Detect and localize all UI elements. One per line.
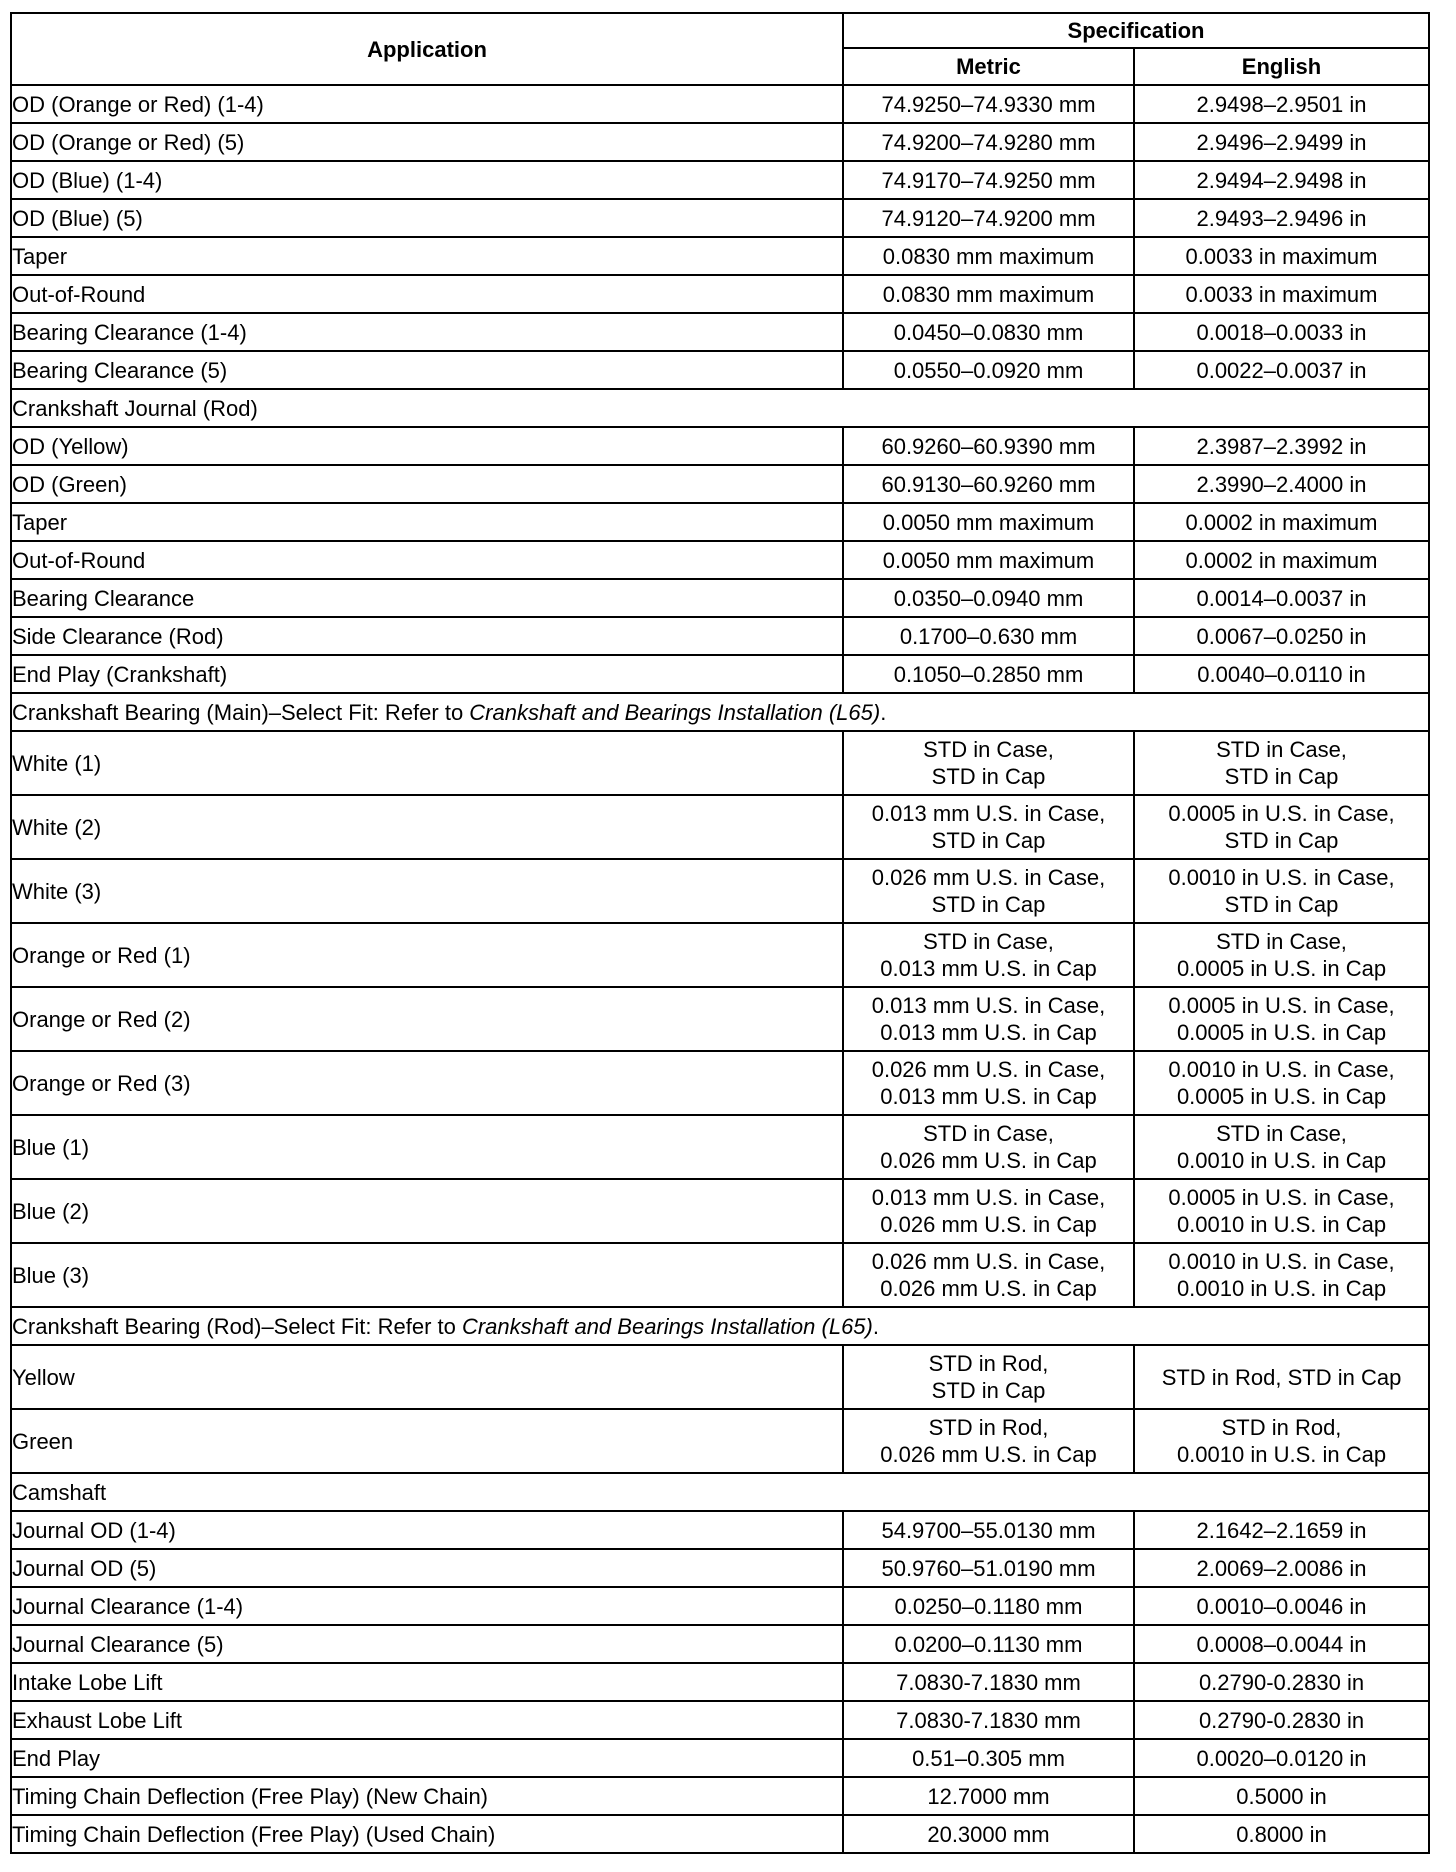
table-row: [11, 655, 1429, 693]
application-cell: White (2): [11, 795, 843, 859]
application-cell: Orange or Red (3): [11, 1051, 843, 1115]
section-title-text: Crankshaft Journal (Rod): [12, 395, 258, 421]
metric-value: [843, 503, 1134, 541]
metric-value: [843, 1815, 1134, 1853]
english-value: [1134, 859, 1429, 923]
header-specification: Specification: [843, 13, 1429, 48]
metric-value-line: 74.9250–74.9330 mm: [881, 91, 1096, 117]
metric-value: [843, 579, 1134, 617]
english-value: [1134, 1345, 1429, 1409]
metric-value-line: 20.3000 mm: [927, 1821, 1050, 1847]
english-value: [1134, 795, 1429, 859]
metric-value: [843, 465, 1134, 503]
english-value: [1134, 351, 1429, 389]
english-value-line: 0.0033 in maximum: [1185, 281, 1378, 307]
header-application: Application: [11, 13, 843, 85]
english-value-line: 0.0005 in U.S. in Cap: [1176, 1084, 1387, 1109]
application-cell: Bearing Clearance (5): [11, 351, 843, 389]
english-value-line: 0.0040–0.0110 in: [1197, 661, 1366, 687]
section-title-end: .: [880, 699, 887, 725]
metric-value-line: 7.0830-7.1830 mm: [896, 1669, 1081, 1695]
metric-value-line: 0.0830 mm maximum: [882, 281, 1095, 307]
section-title-end: .: [872, 1313, 879, 1339]
section-header-row: [11, 693, 1429, 731]
application-cell: Orange or Red (1): [11, 923, 843, 987]
table-row: [11, 1409, 1429, 1473]
table-row: [11, 1739, 1429, 1777]
table-row: [11, 427, 1429, 465]
english-value: [1134, 1587, 1429, 1625]
english-value-line: 0.8000 in: [1236, 1821, 1327, 1847]
spec-table: [10, 12, 1430, 1854]
application-cell: Out-of-Round: [11, 275, 843, 313]
application-cell: End Play (Crankshaft): [11, 655, 843, 693]
english-value-line: 0.2790-0.2830 in: [1198, 1707, 1365, 1733]
application-cell: Exhaust Lobe Lift: [11, 1701, 843, 1739]
table-row: [11, 795, 1429, 859]
metric-value-line: STD in Case,: [923, 1121, 1054, 1146]
english-value-line: 0.0002 in maximum: [1185, 509, 1378, 535]
table-row: [11, 313, 1429, 351]
application-cell: Taper: [11, 503, 843, 541]
english-value: [1134, 465, 1429, 503]
english-value: [1134, 275, 1429, 313]
table-row: [11, 1625, 1429, 1663]
english-value-line: 0.2790-0.2830 in: [1198, 1669, 1365, 1695]
table-row: [11, 1051, 1429, 1115]
metric-value: [843, 237, 1134, 275]
english-value: [1134, 579, 1429, 617]
metric-value: [843, 655, 1134, 693]
english-value-line: 2.9493–2.9496 in: [1196, 205, 1367, 231]
spec-page: [10, 12, 1428, 1854]
english-value-line: 0.0002 in maximum: [1185, 547, 1378, 573]
english-value-line: STD in Rod,: [1221, 1415, 1342, 1440]
metric-value: [843, 1739, 1134, 1777]
metric-value: [843, 1701, 1134, 1739]
metric-value-line: 0.026 mm U.S. in Case,: [871, 865, 1106, 890]
english-value: [1134, 923, 1429, 987]
english-value: [1134, 987, 1429, 1051]
english-value: [1134, 1739, 1429, 1777]
application-cell: Timing Chain Deflection (Free Play) (New Chain): [11, 1777, 843, 1815]
english-value-line: 0.0010 in U.S. in Cap: [1176, 1212, 1387, 1237]
metric-value: [843, 1179, 1134, 1243]
section-title: [11, 693, 1429, 731]
metric-value-line: 0.0050 mm maximum: [882, 547, 1095, 573]
english-value-line: 0.5000 in: [1236, 1783, 1327, 1809]
metric-value-line: 12.7000 mm: [927, 1783, 1050, 1809]
english-value-line: 0.0010 in U.S. in Cap: [1176, 1442, 1387, 1467]
metric-value: [843, 1777, 1134, 1815]
english-value-line: 0.0033 in maximum: [1185, 243, 1378, 269]
table-row: [11, 987, 1429, 1051]
header-english: English: [1134, 48, 1429, 85]
english-value: [1134, 1511, 1429, 1549]
english-value-line: 0.0010 in U.S. in Cap: [1176, 1276, 1387, 1301]
metric-value-line: 0.0830 mm maximum: [882, 243, 1095, 269]
english-value-line: STD in Cap: [1224, 892, 1339, 917]
application-cell: Intake Lobe Lift: [11, 1663, 843, 1701]
english-value: [1134, 237, 1429, 275]
metric-value-line: 74.9170–74.9250 mm: [881, 167, 1096, 193]
metric-value-line: STD in Case,: [923, 929, 1054, 954]
english-value: [1134, 85, 1429, 123]
english-value: [1134, 1051, 1429, 1115]
metric-value-line: 0.0450–0.0830 mm: [893, 319, 1084, 345]
metric-value-line: 0.0250–0.1180 mm: [894, 1593, 1083, 1619]
metric-value: [843, 1625, 1134, 1663]
metric-value-line: 0.026 mm U.S. in Case,: [871, 1057, 1106, 1082]
english-value-line: 0.0005 in U.S. in Case,: [1168, 801, 1395, 826]
english-value: [1134, 655, 1429, 693]
english-value: [1134, 199, 1429, 237]
table-row: [11, 1815, 1429, 1853]
application-cell: Taper: [11, 237, 843, 275]
application-cell: Journal Clearance (5): [11, 1625, 843, 1663]
english-value: [1134, 1663, 1429, 1701]
table-row: [11, 923, 1429, 987]
english-value: [1134, 1701, 1429, 1739]
table-row: [11, 1511, 1429, 1549]
application-cell: Out-of-Round: [11, 541, 843, 579]
metric-value: [843, 161, 1134, 199]
english-value: [1134, 731, 1429, 795]
metric-value-line: STD in Cap: [931, 892, 1046, 917]
english-value-line: STD in Case,: [1216, 929, 1347, 954]
table-row: [11, 351, 1429, 389]
english-value-line: 2.9494–2.9498 in: [1196, 167, 1367, 193]
table-row: [11, 237, 1429, 275]
spec-table-header: [11, 13, 1429, 85]
section-header-row: [11, 1473, 1429, 1511]
metric-value: [843, 199, 1134, 237]
application-cell: OD (Blue) (5): [11, 199, 843, 237]
metric-value-line: 0.026 mm U.S. in Cap: [880, 1148, 1097, 1173]
application-cell: Side Clearance (Rod): [11, 617, 843, 655]
spec-table-body: [11, 85, 1429, 1853]
application-cell: OD (Blue) (1-4): [11, 161, 843, 199]
table-row: [11, 1115, 1429, 1179]
english-value-line: STD in Rod, STD in Cap: [1161, 1364, 1402, 1390]
english-value-line: 0.0014–0.0037 in: [1196, 585, 1367, 611]
table-row: [11, 161, 1429, 199]
metric-value-line: STD in Cap: [931, 1378, 1046, 1403]
english-value-line: 2.3990–2.4000 in: [1196, 471, 1367, 497]
application-cell: White (3): [11, 859, 843, 923]
application-cell: Journal OD (5): [11, 1549, 843, 1587]
metric-value-line: 0.013 mm U.S. in Case,: [871, 993, 1106, 1018]
metric-value-line: 0.1700–0.630 mm: [899, 623, 1078, 649]
english-value-line: 0.0018–0.0033 in: [1196, 319, 1367, 345]
english-value: [1134, 313, 1429, 351]
table-row: [11, 731, 1429, 795]
metric-value: [843, 427, 1134, 465]
metric-value: [843, 1549, 1134, 1587]
english-value: [1134, 1409, 1429, 1473]
application-cell: Blue (3): [11, 1243, 843, 1307]
application-cell: End Play: [11, 1739, 843, 1777]
application-cell: Blue (2): [11, 1179, 843, 1243]
metric-value: [843, 923, 1134, 987]
metric-value: [843, 617, 1134, 655]
section-title-text: Crankshaft Bearing (Rod)–Select Fit: Refer to: [12, 1313, 462, 1339]
metric-value-line: 0.026 mm U.S. in Cap: [880, 1212, 1097, 1237]
english-value: [1134, 161, 1429, 199]
application-cell: Timing Chain Deflection (Free Play) (Used Chain): [11, 1815, 843, 1853]
application-cell: Bearing Clearance (1-4): [11, 313, 843, 351]
application-cell: Blue (1): [11, 1115, 843, 1179]
metric-value-line: 0.013 mm U.S. in Case,: [871, 801, 1106, 826]
table-row: [11, 1243, 1429, 1307]
english-value-line: STD in Cap: [1224, 828, 1339, 853]
section-title-reference: Crankshaft and Bearings Installation (L65): [469, 699, 881, 725]
metric-value-line: 0.0200–0.1130 mm: [894, 1631, 1083, 1657]
metric-value-line: 0.51–0.305 mm: [912, 1745, 1065, 1771]
table-row: [11, 1345, 1429, 1409]
english-value: [1134, 1549, 1429, 1587]
table-row: [11, 1663, 1429, 1701]
table-row: [11, 1587, 1429, 1625]
table-row: [11, 1701, 1429, 1739]
application-cell: Bearing Clearance: [11, 579, 843, 617]
english-value: [1134, 1115, 1429, 1179]
english-value-line: 0.0005 in U.S. in Case,: [1168, 1185, 1395, 1210]
application-cell: Journal OD (1-4): [11, 1511, 843, 1549]
metric-value-line: 0.0350–0.0940 mm: [893, 585, 1084, 611]
metric-value-line: 0.1050–0.2850 mm: [893, 661, 1084, 687]
english-value: [1134, 617, 1429, 655]
metric-value: [843, 313, 1134, 351]
metric-value-line: 0.013 mm U.S. in Case,: [871, 1185, 1106, 1210]
english-value: [1134, 1625, 1429, 1663]
metric-value: [843, 1663, 1134, 1701]
english-value-line: 0.0010 in U.S. in Case,: [1168, 1249, 1395, 1274]
metric-value-line: STD in Rod,: [928, 1415, 1049, 1440]
metric-value: [843, 1051, 1134, 1115]
metric-value-line: 0.0050 mm maximum: [882, 509, 1095, 535]
metric-value-line: 0.0550–0.0920 mm: [893, 357, 1084, 383]
metric-value-line: 74.9200–74.9280 mm: [881, 129, 1096, 155]
table-row: [11, 85, 1429, 123]
metric-value-line: 74.9120–74.9200 mm: [881, 205, 1096, 231]
metric-value: [843, 731, 1134, 795]
table-row: [11, 1179, 1429, 1243]
section-header-row: [11, 1307, 1429, 1345]
metric-value-line: STD in Rod,: [928, 1351, 1049, 1376]
metric-value-line: 0.013 mm U.S. in Cap: [880, 1084, 1097, 1109]
metric-value-line: 0.026 mm U.S. in Case,: [871, 1249, 1106, 1274]
metric-value: [843, 987, 1134, 1051]
application-cell: White (1): [11, 731, 843, 795]
metric-value: [843, 1243, 1134, 1307]
english-value-line: 0.0010 in U.S. in Case,: [1168, 1057, 1395, 1082]
english-value-line: STD in Cap: [1224, 764, 1339, 789]
english-value-line: 0.0010 in U.S. in Case,: [1168, 865, 1395, 890]
table-row: [11, 579, 1429, 617]
metric-value-line: 0.026 mm U.S. in Cap: [880, 1276, 1097, 1301]
metric-value-line: STD in Cap: [931, 828, 1046, 853]
section-title: [11, 1473, 1429, 1511]
english-value: [1134, 541, 1429, 579]
header-metric: Metric: [843, 48, 1134, 85]
english-value-line: 0.0020–0.0120 in: [1196, 1745, 1367, 1771]
metric-value-line: 54.9700–55.0130 mm: [881, 1517, 1096, 1543]
metric-value-line: 60.9130–60.9260 mm: [881, 471, 1096, 497]
english-value: [1134, 503, 1429, 541]
application-cell: Green: [11, 1409, 843, 1473]
section-title-text: Camshaft: [12, 1479, 107, 1505]
english-value-line: 2.9496–2.9499 in: [1196, 129, 1367, 155]
application-cell: OD (Yellow): [11, 427, 843, 465]
metric-value: [843, 1511, 1134, 1549]
metric-value-line: 0.026 mm U.S. in Cap: [880, 1442, 1097, 1467]
metric-value-line: STD in Cap: [931, 764, 1046, 789]
metric-value: [843, 275, 1134, 313]
english-value: [1134, 1243, 1429, 1307]
english-value-line: 2.9498–2.9501 in: [1196, 91, 1367, 117]
english-value-line: 2.3987–2.3992 in: [1196, 433, 1367, 459]
table-row: [11, 465, 1429, 503]
table-row: [11, 617, 1429, 655]
application-cell: OD (Green): [11, 465, 843, 503]
metric-value-line: 0.013 mm U.S. in Cap: [880, 1020, 1097, 1045]
english-value: [1134, 1777, 1429, 1815]
metric-value: [843, 351, 1134, 389]
english-value-line: 2.0069–2.0086 in: [1196, 1555, 1367, 1581]
english-value-line: 0.0010 in U.S. in Cap: [1176, 1148, 1387, 1173]
metric-value: [843, 795, 1134, 859]
table-row: [11, 859, 1429, 923]
section-title: [11, 389, 1429, 427]
english-value-line: STD in Case,: [1216, 737, 1347, 762]
table-row: [11, 123, 1429, 161]
english-value-line: 0.0008–0.0044 in: [1196, 1631, 1367, 1657]
english-value-line: 2.1642–2.1659 in: [1196, 1517, 1367, 1543]
english-value-line: 0.0005 in U.S. in Cap: [1176, 1020, 1387, 1045]
table-row: [11, 503, 1429, 541]
metric-value: [843, 1409, 1134, 1473]
application-cell: OD (Orange or Red) (5): [11, 123, 843, 161]
metric-value: [843, 859, 1134, 923]
english-value-line: 0.0005 in U.S. in Case,: [1168, 993, 1395, 1018]
table-row: [11, 275, 1429, 313]
english-value: [1134, 1815, 1429, 1853]
metric-value: [843, 1115, 1134, 1179]
metric-value-line: 7.0830-7.1830 mm: [896, 1707, 1081, 1733]
english-value: [1134, 1179, 1429, 1243]
metric-value: [843, 541, 1134, 579]
section-title-text: Crankshaft Bearing (Main)–Select Fit: Refer to: [12, 699, 470, 725]
english-value-line: 0.0022–0.0037 in: [1196, 357, 1367, 383]
metric-value-line: 50.9760–51.0190 mm: [881, 1555, 1096, 1581]
english-value-line: 0.0005 in U.S. in Cap: [1176, 956, 1387, 981]
application-cell: Journal Clearance (1-4): [11, 1587, 843, 1625]
english-value-line: 0.0067–0.0250 in: [1196, 623, 1367, 649]
application-cell: OD (Orange or Red) (1-4): [11, 85, 843, 123]
metric-value-line: STD in Case,: [923, 737, 1054, 762]
metric-value: [843, 1345, 1134, 1409]
metric-value-line: 60.9260–60.9390 mm: [881, 433, 1096, 459]
english-value: [1134, 123, 1429, 161]
metric-value: [843, 85, 1134, 123]
section-title-reference: Crankshaft and Bearings Installation (L65): [461, 1313, 873, 1339]
metric-value: [843, 123, 1134, 161]
english-value-line: STD in Case,: [1216, 1121, 1347, 1146]
table-row: [11, 541, 1429, 579]
application-cell: Yellow: [11, 1345, 843, 1409]
english-value-line: 0.0010–0.0046 in: [1196, 1593, 1367, 1619]
section-title: [11, 1307, 1429, 1345]
table-row: [11, 1549, 1429, 1587]
application-cell: Orange or Red (2): [11, 987, 843, 1051]
metric-value-line: 0.013 mm U.S. in Cap: [880, 956, 1097, 981]
metric-value: [843, 1587, 1134, 1625]
section-header-row: [11, 389, 1429, 427]
table-row: [11, 1777, 1429, 1815]
table-row: [11, 199, 1429, 237]
english-value: [1134, 427, 1429, 465]
